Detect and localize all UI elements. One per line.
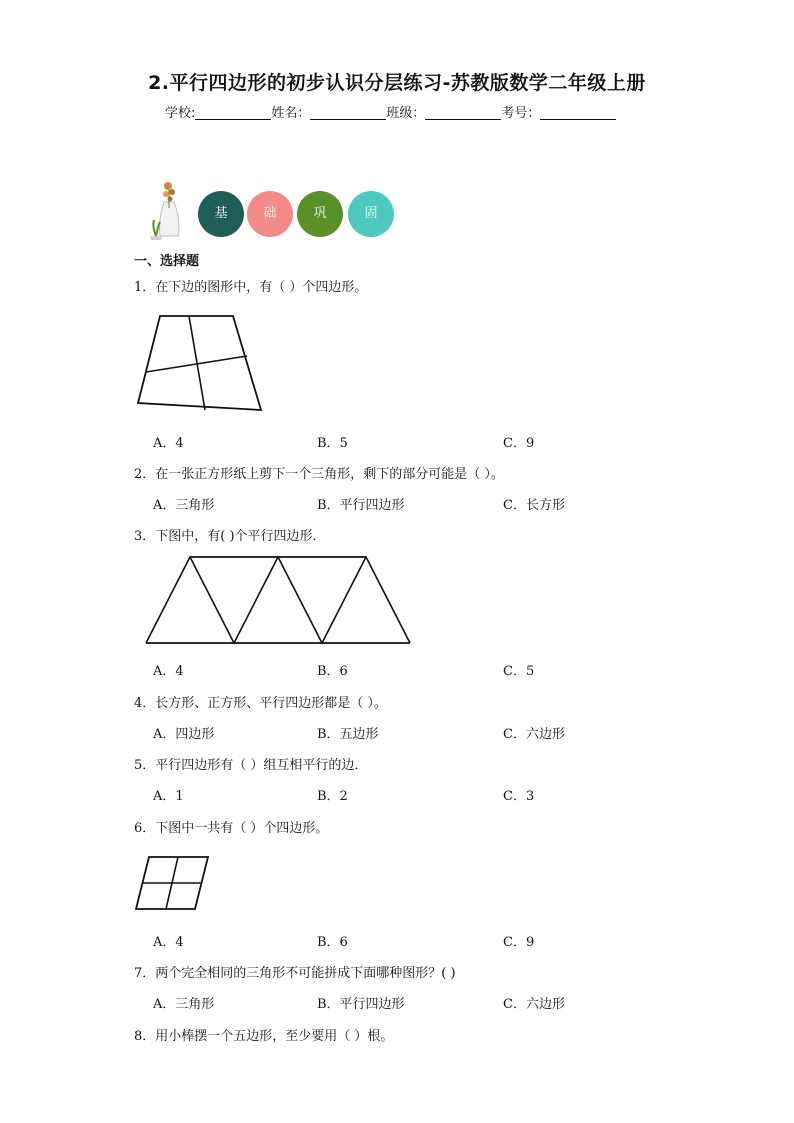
question-8: 8．用小棒摆一个五边形，至少要用（ ）根。 xyxy=(134,1029,394,1044)
q1-option-c[interactable]: C．9 xyxy=(503,436,535,451)
q7-option-c[interactable]: C．六边形 xyxy=(503,997,565,1012)
school-label: 学校: xyxy=(165,106,196,121)
question-4: 4．长方形、正方形、平行四边形都是（ ）。 xyxy=(134,696,387,711)
q4-option-b[interactable]: B．五边形 xyxy=(317,727,379,742)
q5-option-a[interactable]: A．1 xyxy=(153,789,184,804)
badge-ji xyxy=(198,191,244,237)
q6-parallelogram-grid-figure xyxy=(132,852,214,914)
exam-no-label: 考号： xyxy=(501,106,541,121)
badge-gu xyxy=(348,191,394,237)
question-1: 1．在下边的图形中，有（ ）个四边形。 xyxy=(134,280,368,295)
q2-option-c[interactable]: C．长方形 xyxy=(503,498,565,513)
q4-option-c[interactable]: C．六边形 xyxy=(503,727,565,742)
vase-plant-icon xyxy=(148,180,188,242)
badge-gong xyxy=(297,191,343,237)
section-title: 一、选择题 xyxy=(134,254,200,269)
q2-option-b[interactable]: B．平行四边形 xyxy=(317,498,405,513)
q7-option-b[interactable]: B．平行四边形 xyxy=(317,997,405,1012)
question-6: 6．下图中一共有（ ）个四边形。 xyxy=(134,821,329,836)
q1-figure xyxy=(130,310,270,415)
q5-option-b[interactable]: B．2 xyxy=(317,789,348,804)
question-3: 3．下图中，有( )个平行四边形． xyxy=(134,529,326,544)
class-label: 班级： xyxy=(386,106,426,121)
name-label: 姓名： xyxy=(271,106,311,121)
name-blank[interactable] xyxy=(310,105,386,120)
badge-chu-text: 础 xyxy=(263,206,277,221)
q2-option-a[interactable]: A．三角形 xyxy=(153,498,215,513)
class-blank[interactable] xyxy=(425,105,501,120)
q5-option-c[interactable]: C．3 xyxy=(503,789,535,804)
q4-option-a[interactable]: A．四边形 xyxy=(153,727,215,742)
student-info-line xyxy=(165,102,616,121)
q3-triangle-strip-figure xyxy=(140,550,420,650)
q6-option-a[interactable]: A．4 xyxy=(153,935,184,950)
badge-gong-text: 巩 xyxy=(313,206,327,221)
question-2: 2．在一张正方形纸上剪下一个三角形，剩下的部分可能是（ ）。 xyxy=(134,467,504,482)
q7-option-a[interactable]: A．三角形 xyxy=(153,997,215,1012)
q6-option-c[interactable]: C．9 xyxy=(503,935,535,950)
q1-option-a[interactable]: A．4 xyxy=(153,436,184,451)
badge-chu xyxy=(247,191,293,237)
exam-no-blank[interactable] xyxy=(540,105,616,120)
school-blank[interactable] xyxy=(195,105,271,120)
q3-option-a[interactable]: A．4 xyxy=(153,664,184,679)
q6-option-b[interactable]: B．6 xyxy=(317,935,348,950)
badge-ji-text: 基 xyxy=(214,206,228,221)
badge-gu-text: 固 xyxy=(364,206,378,221)
q3-option-c[interactable]: C．5 xyxy=(503,664,535,679)
question-7: 7．两个完全相同的三角形不可能拼成下面哪种图形？( ) xyxy=(134,966,456,981)
q1-option-b[interactable]: B．5 xyxy=(317,436,348,451)
question-5: 5．平行四边形有（ ）组互相平行的边． xyxy=(134,758,368,773)
page-title: 2.平行四边形的初步认识分层练习-苏教版数学二年级上册 xyxy=(148,72,646,94)
q3-option-b[interactable]: B．6 xyxy=(317,664,348,679)
